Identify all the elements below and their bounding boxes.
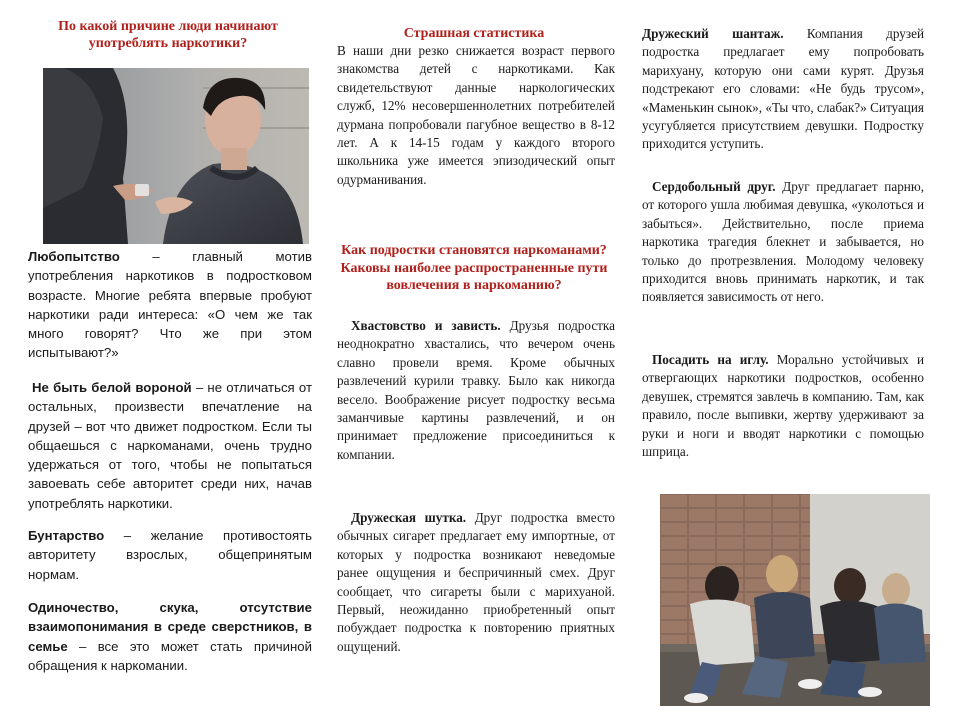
heading-reasons: По какой причине люди начинают употреблять наркотики? xyxy=(58,19,278,51)
lead-friendly-joke: Дружеская шутка. xyxy=(351,510,467,525)
text-curiosity: – главный мотив употребления наркотиков в подростковом возрасте. Многие ребята впервые пробуют наркотики ради интереса: «О чем же так много говорят? Что же при этом испытывают?» xyxy=(28,249,312,361)
lead-rebellion: Бунтарство xyxy=(28,528,105,543)
paragraph-friendly-joke xyxy=(337,509,615,656)
photo-teenagers-sitting xyxy=(660,494,930,706)
text-loneliness: – все это может стать причиной обращения к наркомании. xyxy=(28,638,312,673)
paragraph-rebellion xyxy=(28,526,312,584)
lead-curiosity: Любопытство xyxy=(28,249,120,264)
heading-statistics: Страшная статистика xyxy=(403,26,545,41)
text-friendly-joke: Друг подростка вместо обычных сигарет предлагает ему импортные, от которых у подростка возникают неведомые ранее ощущения и беспричинный смех. Друг сообщает, что сигареты были с марихуаной. Первый, неожиданно приобретенный опыт побуждает подростка к повторению приятных ощущений. xyxy=(337,510,615,654)
column-left xyxy=(20,0,316,720)
paragraph-needle xyxy=(642,351,924,461)
photo-teenagers-illustration xyxy=(660,494,930,706)
paragraph-curiosity xyxy=(28,247,312,363)
text-bragging: Друзья подростка неоднократно хвастались, что вечером очень славно провели время. Кроме обычных развлечений курили травку. Было как никогда весело. Воображение рисует подростку весьма заманчивые картины развлечений, и он принимает предложение присоединиться к компании. xyxy=(337,318,615,462)
paragraph-statistics xyxy=(337,42,615,189)
paragraph-blackmail xyxy=(642,25,924,154)
paragraph-bragging xyxy=(337,317,615,464)
text-compassionate-friend: Друг предлагает парню, от которого ушла любимая девушка, «уколоться и забыться». Действительно, после приема наркотика трагедия блекнет и забывается, но только до протрезвления. Молодому человеку приходится вновь принимать наркотик, и так появляется зависимость от него. xyxy=(642,179,924,305)
paragraph-white-crow xyxy=(28,378,312,513)
paragraph-compassionate-friend xyxy=(642,178,924,307)
text-white-crow: – не отличаться от остальных, произвести впечатление на друзей – вот что движет подростком. Если ты общаешься с наркоманами, очень трудно удержаться от того, чтобы не попытаться завоевать себе авторитет среди них, начав употреблять наркотики. xyxy=(28,380,312,511)
text-statistics: В наши дни резко снижается возраст первого знакомства детей с наркотиками. Как свидетельствуют данные наркологических служб, 12% несовершеннолетних потребителей дурмана попробовали пагубное вещество в 8-12 лет. А к 14-15 годам у каждого второго школьника уже имеется эпизодический опыт одурманивания. xyxy=(337,43,615,187)
paragraph-loneliness xyxy=(28,598,312,675)
lead-needle: Посадить на иглу. xyxy=(652,352,769,367)
column-middle xyxy=(333,0,615,720)
lead-blackmail: Дружеский шантаж. xyxy=(642,26,784,41)
text-needle: Морально устойчивых и отвергающих наркотики подростков, особенно девушек, стремятся завлечь в компанию. Там, как правило, после выпивки, жертву удерживают за руки и ноги и вводят наркотики с помощью шприца. xyxy=(642,352,924,460)
lead-compassionate-friend: Сердобольный друг. xyxy=(652,179,776,194)
lead-white-crow: Не быть белой вороной xyxy=(32,380,192,395)
heading-ways: Как подростки становятся наркоманами? Каковы наиболее распространенные пути вовлечения в наркоманию? xyxy=(340,243,608,293)
photo-drug-offer xyxy=(43,68,309,244)
text-blackmail: Компания друзей подростка предлагает ему попробовать марихуану, которую они сами курят. Друзья подстрекают его словами: «Не будь трусом», «Маменькин сынок», «Ты что, слабак?» Ситуация усугубляется присутствием девушки. Подростку приходится уступить. xyxy=(642,26,924,152)
text-rebellion: – желание противостоять авторитету взрослых, общепринятым нормам. xyxy=(28,528,312,582)
photo-drug-offer-illustration xyxy=(43,68,309,244)
lead-bragging: Хвастовство и зависть. xyxy=(351,318,501,333)
lead-loneliness: Одиночество, скука, отсутствие взаимопонимания в среде сверстников, в семье xyxy=(28,600,312,654)
column-right xyxy=(640,0,926,720)
